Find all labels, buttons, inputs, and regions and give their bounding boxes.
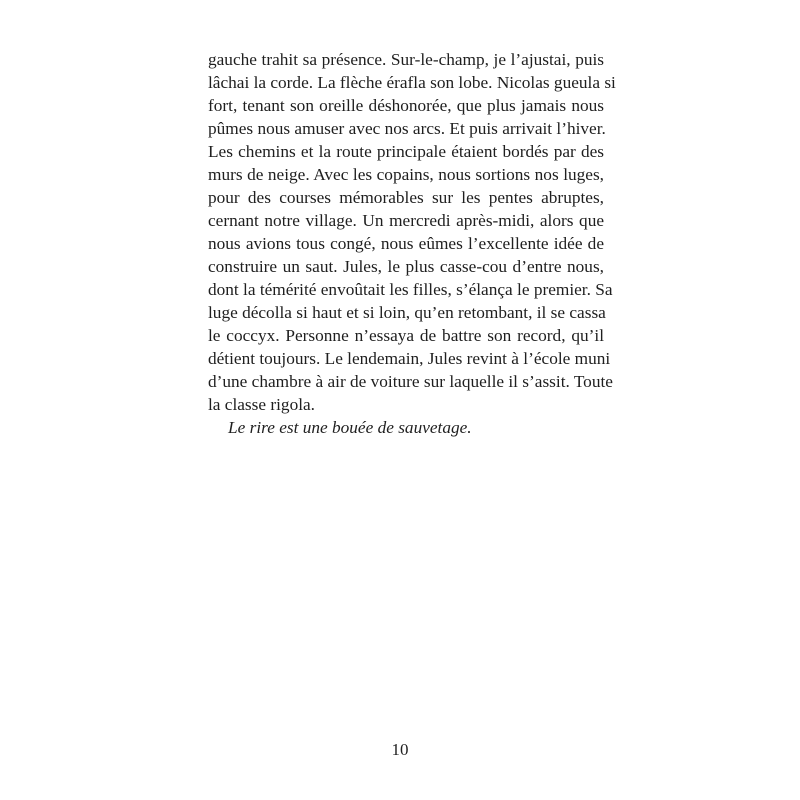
text-line: dont la témérité envoûtait les filles, s’élança le premier. Sa bbox=[208, 280, 613, 299]
text-line: lâchai la corde. La flèche érafla son lobe. Nicolas gueula si bbox=[208, 73, 616, 92]
text-line: murs de neige. Avec les copains, nous sortions nos luges, bbox=[208, 165, 604, 184]
page-number: 10 bbox=[391, 740, 409, 759]
body-text bbox=[208, 48, 616, 439]
text-line: pour des courses mémorables sur les pentes abruptes, bbox=[208, 188, 604, 207]
text-line: Les chemins et la route principale étaient bordés par des bbox=[208, 142, 604, 161]
text-line: détient toujours. Le lendemain, Jules revint à l’école muni bbox=[208, 349, 611, 368]
paragraph bbox=[208, 48, 616, 416]
text-line: la classe rigola. bbox=[208, 395, 316, 414]
text-line: gauche trahit sa présence. Sur-le-champ, je l’ajustai, puis bbox=[208, 50, 604, 69]
text-line: construire un saut. Jules, le plus casse-cou d’entre nous, bbox=[208, 257, 604, 276]
text-line: cernant notre village. Un mercredi après-midi, alors que bbox=[208, 211, 604, 230]
text-line: nous avions tous congé, nous eûmes l’excellente idée de bbox=[208, 234, 604, 253]
text-line: d’une chambre à air de voiture sur laquelle il s’assit. Toute bbox=[208, 372, 613, 391]
text-line: le coccyx. Personne n’essaya de battre son record, qu’il bbox=[208, 326, 604, 345]
italic-maxim: Le rire est une bouée de sauvetage. bbox=[228, 418, 472, 437]
text-line: fort, tenant son oreille déshonorée, que plus jamais nous bbox=[208, 96, 604, 115]
text-line: luge décolla si haut et si loin, qu’en retombant, il se cassa bbox=[208, 303, 606, 322]
text-line: pûmes nous amuser avec nos arcs. Et puis arrivait l’hiver. bbox=[208, 119, 606, 138]
